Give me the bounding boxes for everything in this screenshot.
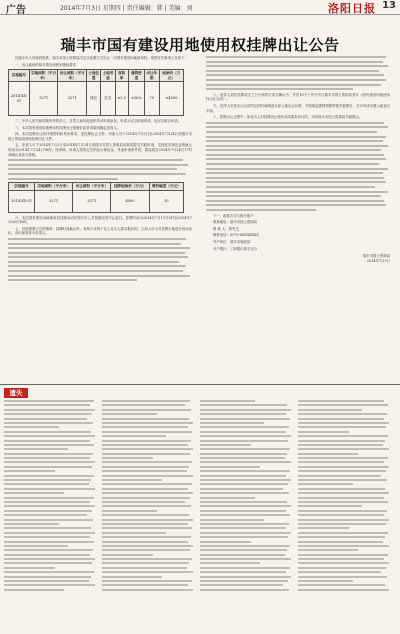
text-line: [102, 589, 193, 591]
text-line: [200, 461, 291, 463]
table-header-cell: 宗地面积（平方米）: [34, 183, 72, 190]
table-header-cell: 起始价（万元）: [159, 70, 183, 82]
contact-line: 开户银行：工商银行瑞丰支行: [213, 246, 258, 251]
text-line: [102, 571, 193, 573]
text-line: [200, 492, 289, 494]
text-line: [102, 475, 193, 477]
text-line: [298, 562, 389, 564]
text-line: [102, 466, 189, 468]
table-cell: ≤4500: [159, 82, 183, 116]
text-line: [298, 475, 381, 477]
text-line: [4, 536, 90, 538]
text-line: [102, 413, 157, 415]
text-line: [200, 510, 286, 512]
text-line: [4, 453, 93, 455]
text-line: [298, 576, 387, 578]
text-line: [200, 409, 291, 411]
text-line: [200, 435, 291, 437]
text-line: [200, 457, 285, 459]
text-line: [4, 475, 94, 477]
text-line: [206, 168, 388, 170]
text-line: [206, 131, 377, 133]
table-cell: ≤30%: [128, 82, 144, 116]
text-line: [298, 523, 386, 525]
text-line: [298, 545, 389, 547]
text-line: [4, 448, 68, 450]
page-number: 13: [382, 0, 396, 11]
text-line: [4, 510, 92, 512]
text-line: [102, 453, 190, 455]
text-line: [200, 444, 251, 446]
text-line: [206, 56, 386, 58]
text-line: [200, 523, 289, 525]
table-header-cell: 增价幅度（万元）: [149, 183, 183, 190]
text-line: [4, 558, 95, 560]
text-line: [206, 122, 384, 124]
text-line: [200, 422, 264, 424]
text-line: [102, 461, 192, 463]
text-line: [298, 470, 386, 472]
text-line: [102, 505, 191, 507]
text-line: [206, 84, 381, 86]
table-row: [9, 82, 184, 116]
table-cell: ≤2.0: [115, 82, 128, 116]
text-line: [102, 492, 193, 494]
text-line: [102, 580, 192, 582]
text-line: [4, 426, 59, 428]
lost-notices-tag: 遗失: [4, 388, 28, 398]
text-line: [102, 440, 191, 442]
notice-paragraph: 七、其他需要公告的事项：挂牌时间截止时，有两个或两个以上竞买人要求报价的，主持人应当对挂牌宗地进行现场竞价，出价最高者为竞得人。: [8, 226, 192, 236]
text-line: [206, 79, 386, 81]
text-line: [298, 444, 383, 446]
text-line: [298, 541, 383, 543]
text-line: [4, 409, 95, 411]
text-line: [4, 580, 89, 582]
notice-paragraph: 六、本次国有建设用地使用权挂牌活动在瑞丰市公共资源交易中心进行。挂牌时间为2014年7月15日8时至2014年7月26日10时。: [8, 215, 192, 225]
text-line: [200, 558, 291, 560]
table-header-cell: 挂牌起始价（万元）: [111, 183, 149, 190]
text-line: [298, 536, 385, 538]
text-line: [298, 514, 384, 516]
text-line: [200, 527, 286, 529]
table-cell: 住宅: [101, 82, 115, 116]
text-line: [4, 497, 94, 499]
contact-line: 联系地址：瑞丰市国土资源局: [213, 220, 258, 225]
text-line: [298, 440, 385, 442]
text-line: [102, 527, 192, 529]
text-line: [102, 576, 162, 578]
text-line: [4, 457, 90, 459]
text-line: [102, 554, 153, 556]
text-line: [102, 400, 190, 402]
text-line: [4, 435, 95, 437]
text-line: [102, 497, 190, 499]
text-line: [4, 466, 92, 468]
text-line: [206, 195, 381, 197]
text-line: [206, 204, 386, 206]
text-line: [4, 567, 55, 569]
text-line: [102, 532, 166, 534]
text-line: [4, 413, 92, 415]
table-header-cell: 土地用途: [102, 71, 114, 80]
text-line: [102, 479, 162, 481]
notice-paragraph: 四、本次挂牌出让的详细资料和具体要求，见挂牌出让文件。申请人可于2014年7月3日至2014年7月24日到瑞丰市国土资源局获取挂牌出让文件。: [8, 132, 192, 141]
text-line: [102, 558, 192, 560]
text-line: [200, 475, 286, 477]
text-line: [298, 404, 388, 406]
text-line: [4, 404, 90, 406]
text-line: [8, 252, 185, 254]
text-line: [200, 519, 264, 521]
table-cell: 3271: [29, 82, 58, 116]
text-line: [206, 200, 384, 202]
table-header-cell: 出让面积（平方米）: [59, 71, 85, 80]
text-line: [8, 256, 188, 258]
text-line: [102, 562, 189, 564]
text-line: [200, 440, 288, 442]
text-line: [206, 126, 388, 128]
notice-intro: 经瑞丰市人民政府批准，瑞丰市国土资源局决定以挂牌方式出让一宗国有建设用地使用权。现将有关事项公告如下：: [15, 56, 188, 60]
text-line: [206, 163, 379, 165]
notice-paragraph: 三、本次国有建设用地使用权挂牌出让按照价高者得原则确定竞得人。: [15, 125, 121, 130]
text-line: [102, 418, 189, 420]
text-line: [298, 584, 385, 586]
text-line: [102, 501, 185, 503]
text-line: [8, 279, 137, 281]
text-line: [200, 554, 285, 556]
parcel-table: [8, 69, 184, 116]
text-line: [298, 413, 387, 415]
text-line: [200, 466, 260, 468]
signer-name: 瑞丰市国土资源局: [362, 254, 390, 259]
text-line: [298, 409, 362, 411]
text-line: [206, 177, 384, 179]
text-line: [206, 65, 388, 67]
table-header-cell: 宗地编号: [9, 183, 35, 190]
text-line: [102, 545, 193, 547]
text-line: [4, 545, 68, 547]
text-line: [298, 501, 388, 503]
text-line: [200, 505, 291, 507]
lost-notices-column-4: [298, 400, 390, 620]
text-line: [298, 400, 384, 402]
text-line: [4, 562, 92, 564]
text-line: [4, 589, 64, 591]
text-line: [200, 413, 286, 415]
table-header-cell: 土地位置: [88, 71, 100, 80]
text-line: [102, 514, 189, 516]
table-cell: 3271: [58, 82, 87, 116]
text-line: [298, 448, 389, 450]
text-line: [200, 562, 260, 564]
text-line: [298, 483, 353, 485]
text-line: [4, 523, 59, 525]
text-line: [4, 571, 94, 573]
text-line: [298, 418, 384, 420]
text-line: [102, 444, 188, 446]
text-line: [8, 270, 183, 272]
text-line: [200, 426, 289, 428]
text-line: [4, 461, 95, 463]
newspaper-logo: 洛阳日报: [328, 2, 376, 15]
text-line: [4, 576, 91, 578]
table-cell: 2014-XX-01: [9, 190, 35, 212]
text-line: [200, 501, 287, 503]
text-line: [4, 470, 55, 472]
text-line: [102, 510, 157, 512]
table-header-cell: 出让年限: [146, 71, 158, 80]
table-row: [9, 190, 184, 212]
text-line: [8, 265, 186, 267]
text-line: [102, 549, 190, 551]
text-line: [102, 404, 185, 406]
table-cell: 70: [145, 82, 160, 116]
text-line: [206, 181, 386, 183]
text-line: [8, 173, 186, 175]
section-label: 广告: [6, 5, 26, 16]
text-line: [8, 247, 190, 249]
text-line: [206, 140, 383, 142]
text-line: [200, 400, 255, 402]
text-line: [4, 505, 95, 507]
text-line: [102, 567, 187, 569]
text-line: [298, 435, 388, 437]
text-line: [102, 541, 188, 543]
text-line: [298, 457, 388, 459]
masthead: [0, 0, 400, 15]
section-divider: [0, 384, 400, 385]
table-header-cell: 出让面积（平方米）: [73, 183, 111, 190]
text-line: [200, 431, 286, 433]
text-line: [298, 453, 358, 455]
text-line: [4, 422, 93, 424]
text-line: [298, 519, 389, 521]
text-line: [298, 554, 388, 556]
text-line: [200, 567, 290, 569]
text-line: [200, 497, 255, 499]
text-line: [200, 418, 290, 420]
text-line: [298, 479, 387, 481]
text-line: [4, 541, 94, 543]
text-line: [206, 88, 353, 90]
text-line: [4, 440, 90, 442]
lost-notices-column-2: [102, 400, 194, 620]
text-line: [206, 136, 386, 138]
text-line: [4, 492, 64, 494]
issue-date: 2014年7月3日 星期四 | 责任编辑：韩 | 美编：刘: [60, 5, 193, 12]
text-line: [102, 435, 166, 437]
text-line: [206, 172, 383, 174]
text-line: [8, 178, 118, 180]
text-line: [298, 422, 389, 424]
text-line: [298, 505, 362, 507]
text-line: [206, 154, 384, 156]
text-line: [200, 576, 291, 578]
text-line: [4, 549, 93, 551]
text-line: [200, 470, 290, 472]
contact-line: 联系电话：0379-6XXXXXXX: [213, 233, 259, 238]
text-line: [102, 536, 191, 538]
text-line: [4, 431, 91, 433]
text-line: [102, 422, 193, 424]
text-line: [206, 70, 379, 72]
text-line: [102, 426, 188, 428]
text-line: [102, 470, 187, 472]
text-line: [4, 554, 90, 556]
text-line: [102, 409, 191, 411]
text-line: [200, 532, 291, 534]
contact-line: 开户单位：瑞丰市财政局: [213, 239, 251, 244]
text-line: [102, 448, 193, 450]
notice-right-column: [206, 56, 390, 383]
text-line: [200, 589, 289, 591]
text-line: [200, 483, 288, 485]
contact-heading: 十一、联系方式与银行账户: [213, 213, 254, 218]
text-line: [200, 453, 287, 455]
lost-notices-column-3: [200, 400, 292, 620]
text-line: [298, 431, 349, 433]
text-line: [200, 571, 286, 573]
text-line: [4, 483, 89, 485]
text-line: [298, 580, 353, 582]
notice-paragraph: 十、挂牌出让过程中，如竞买人对挂牌出让程序或结果有异议的，可向瑞丰市国土资源局书面提出。: [213, 115, 363, 120]
text-line: [298, 461, 384, 463]
text-line: [298, 571, 381, 573]
text-line: [200, 584, 283, 586]
text-line: [102, 584, 188, 586]
notice-left-column: [8, 56, 192, 383]
text-line: [8, 168, 177, 170]
table-cell: 4500: [111, 190, 149, 212]
text-line: [200, 404, 287, 406]
notice-paragraph: 二、中华人民共和国境内外的法人、自然人和其他组织均可申请参加，申请人可以单独申请，也可以联合申请。: [15, 119, 182, 123]
table-header-cell: 容积率: [115, 70, 128, 82]
notice-headline: 瑞丰市国有建设用地使用权挂牌出让公告: [60, 36, 340, 54]
text-line: [298, 532, 388, 534]
text-line: [206, 145, 388, 147]
signature-block: [206, 254, 390, 263]
table-header-cell: 建筑密度: [128, 70, 144, 82]
auction-table: [8, 182, 184, 212]
notice-paragraph: 五、申请人可于2014年7月3日至2014年7月24日到瑞丰市国土资源局向我局提交书面申请。交纳竞买保证金的截止时间为2014年7月24日16时。经审核，申请人按规定交纳竞买保证金，具备申请条件的，我局将在2014年7月24日17时前确认其竞买资格。: [8, 143, 192, 157]
text-line: [4, 514, 87, 516]
text-line: [8, 164, 188, 166]
text-line: [4, 532, 95, 534]
notice-paragraph: 九、竞得人应按出让合同约定的时间缴清全部土地出让价款，并按规定缴纳契税等相关税费后，方可申请办理土地登记手续。: [206, 103, 390, 113]
text-line: [102, 523, 188, 525]
text-line: [298, 492, 389, 494]
sign-date: 2014年7月3日: [366, 258, 390, 263]
table-cell: 3271: [73, 190, 111, 212]
text-line: [200, 536, 288, 538]
text-line: [8, 159, 183, 161]
text-line: [206, 209, 316, 211]
text-line: [4, 400, 94, 402]
text-line: [8, 261, 179, 263]
text-line: [8, 243, 181, 245]
text-line: [206, 191, 388, 193]
text-line: [200, 448, 290, 450]
text-line: [298, 426, 386, 428]
text-line: [298, 466, 389, 468]
text-line: [4, 418, 87, 420]
text-line: [298, 488, 385, 490]
text-line: [4, 584, 95, 586]
text-line: [4, 479, 91, 481]
table-header-row: [9, 70, 184, 82]
text-line: [8, 275, 190, 277]
table-header-cell: 宗地面积（平方米）: [31, 71, 57, 80]
text-line: [102, 488, 188, 490]
text-line: [206, 61, 383, 63]
table-cell: 城区: [87, 82, 101, 116]
text-line: [200, 545, 290, 547]
text-line: [200, 549, 287, 551]
text-line: [102, 483, 192, 485]
text-line: [298, 549, 358, 551]
table-header-cell: 宗地编号: [9, 70, 30, 82]
section-1-heading: 一、出让地块的基本情况和规划指标要求: [15, 62, 77, 67]
text-line: [4, 444, 94, 446]
text-line: [102, 457, 153, 459]
text-line: [4, 488, 95, 490]
text-line: [200, 479, 291, 481]
text-line: [206, 186, 375, 188]
text-line: [298, 510, 387, 512]
text-line: [298, 589, 389, 591]
lost-notices-column-1: [4, 400, 96, 620]
text-line: [298, 567, 386, 569]
text-line: [298, 558, 384, 560]
text-line: [102, 519, 193, 521]
text-line: [298, 527, 349, 529]
text-line: [8, 238, 186, 240]
text-line: [4, 519, 93, 521]
text-line: [206, 74, 384, 76]
text-line: [206, 149, 381, 151]
text-line: [4, 527, 91, 529]
text-line: [200, 514, 290, 516]
text-line: [298, 497, 384, 499]
text-line: [206, 158, 386, 160]
text-line: [102, 431, 192, 433]
table-cell: 3271: [34, 190, 72, 212]
table-cell: 2014-XX-01: [9, 82, 30, 116]
text-line: [4, 501, 90, 503]
notice-paragraph: 八、竞得人须在挂牌成交之日当场签订成交确认书，并在10个工作日内与瑞丰市国土资源局签订《国有建设用地使用权出让合同》。: [206, 92, 390, 102]
text-line: [200, 541, 251, 543]
contact-line: 联 系 人：张先生: [213, 226, 239, 231]
text-line: [200, 580, 288, 582]
text-line: [200, 488, 283, 490]
table-header-row: [9, 183, 184, 190]
table-cell: 10: [149, 190, 183, 212]
